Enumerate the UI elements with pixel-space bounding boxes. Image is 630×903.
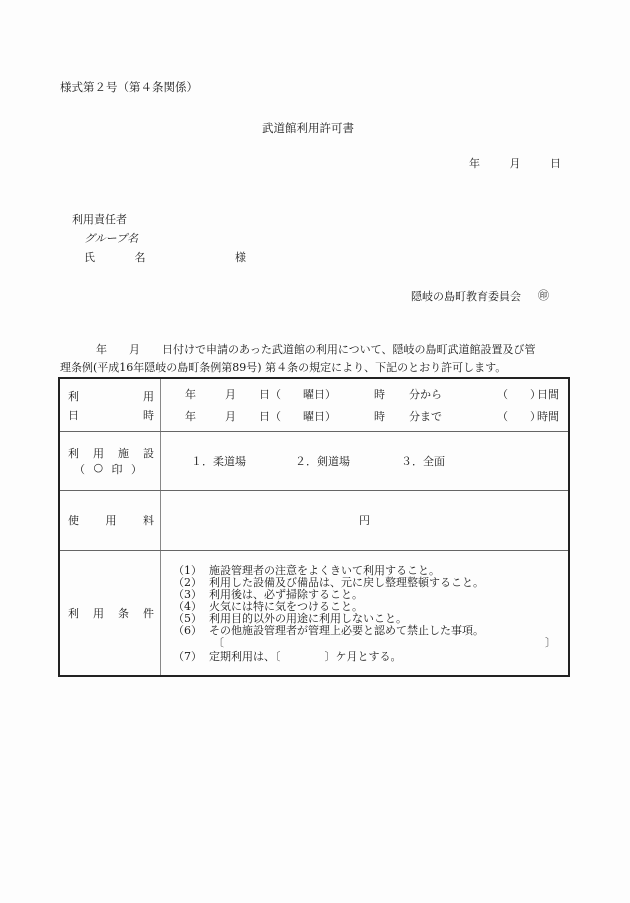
condition-number: （1）	[173, 563, 202, 577]
facility-option-kendo[interactable]: ２．剣道場	[295, 454, 350, 468]
to-duration-field: （ ）	[497, 409, 541, 423]
seal-icon: ㊞	[538, 289, 549, 302]
label-char: 利	[68, 446, 79, 460]
usage-datetime-fields	[161, 378, 570, 431]
label-char: 用	[143, 390, 154, 404]
permission-text-line1: 年 月 日付けで申請のあった武道館の利用について、隠岐の島町武道館設置及び管	[96, 343, 536, 356]
label-char: 利	[68, 606, 79, 620]
label-char: 件	[143, 606, 154, 620]
label-char: 時	[143, 409, 154, 423]
condition-text: 利用した設備及び備品は、元に戻し整理整頓すること。	[209, 575, 484, 589]
to-weekday: 曜日）	[303, 409, 336, 423]
name-label-part1: 氏	[84, 251, 95, 264]
to-hour: 時	[374, 409, 385, 423]
condition-item	[173, 625, 558, 637]
fee-unit: 円	[359, 514, 370, 527]
bracket-open: 〔	[213, 635, 224, 649]
bracket-close: 〕	[545, 635, 556, 649]
to-minute: 分まで	[409, 409, 442, 423]
label-fee	[59, 490, 161, 550]
label-char: 料	[143, 514, 154, 527]
label-char: 印	[111, 462, 123, 476]
fee-field	[161, 490, 570, 550]
condition-number: （2）	[173, 575, 202, 589]
condition-number: （5）	[173, 611, 202, 625]
honorific: 様	[235, 251, 246, 264]
row-conditions	[59, 550, 569, 676]
date-day: 日	[550, 157, 561, 170]
label-char: 日	[68, 409, 79, 423]
group-name-label: グループ名	[84, 232, 139, 245]
permission-text-line2: 理条例(平成16年隠岐の島町条例第89号) 第４条の規定により、下記のとおり許可します。	[60, 361, 507, 374]
from-year: 年	[185, 387, 196, 401]
label-char: ）	[130, 462, 142, 476]
date-year: 年	[469, 157, 480, 170]
condition-number: （6）	[173, 623, 202, 637]
to-duration-unit: 時間	[537, 409, 559, 423]
datetime-from-line	[161, 384, 568, 404]
other-prohibited-field[interactable]	[173, 637, 558, 649]
label-char: 用	[93, 606, 104, 620]
row-fee	[59, 490, 569, 550]
from-weekday: 曜日）	[303, 387, 336, 401]
conditions-list	[161, 550, 570, 676]
label-char: （	[74, 462, 85, 476]
condition-text: 利用後は、必ず掃除すること。	[209, 587, 363, 601]
to-year: 年	[185, 409, 196, 423]
condition-item	[173, 601, 558, 613]
label-conditions	[59, 550, 161, 676]
from-month: 月	[225, 387, 236, 401]
name-label	[84, 249, 146, 265]
label-usage-datetime	[59, 378, 161, 431]
condition-item	[173, 577, 558, 589]
from-minute: 分から	[409, 387, 442, 401]
label-char: 施	[118, 446, 129, 460]
datetime-to-line	[161, 406, 568, 426]
from-day: 日（	[259, 387, 281, 401]
from-duration-field: （ ）	[497, 387, 541, 401]
to-month: 月	[225, 409, 236, 423]
condition-text: 施設管理者の注意をよくきいて利用すること。	[209, 563, 440, 577]
form-number: 様式第２号（第４条関係）	[60, 80, 198, 94]
condition-text: その他施設管理者が管理上必要と認めて禁止した事項。	[209, 623, 484, 637]
condition-item-regular-use	[173, 651, 558, 663]
condition-text: 定期利用は、〔 〕ケ月とする。	[209, 649, 402, 663]
condition-number: （7）	[173, 649, 202, 663]
condition-number: （4）	[173, 599, 202, 613]
to-day: 日（	[259, 409, 281, 423]
circle-mark-icon: ○	[93, 460, 104, 474]
condition-text: 火気には特に気をつけること。	[209, 599, 363, 613]
facility-options	[161, 431, 570, 490]
permission-text	[60, 341, 572, 377]
issuer-name: 隠岐の島町教育委員会	[411, 290, 521, 303]
label-char: 使	[68, 514, 79, 527]
facility-option-judo[interactable]: １．柔道場	[191, 454, 246, 468]
label-char: 設	[143, 446, 154, 460]
label-char: 用	[93, 446, 104, 460]
condition-text: 利用目的以外の用途に利用しないこと。	[209, 611, 407, 625]
responsible-person-label: 利用責任者	[72, 213, 127, 226]
condition-item	[173, 565, 558, 577]
condition-number: （3）	[173, 587, 202, 601]
date-month: 月	[509, 157, 521, 170]
condition-item	[173, 589, 558, 601]
label-char: 用	[105, 514, 117, 527]
condition-item	[173, 613, 558, 625]
row-usage-datetime	[59, 378, 569, 431]
row-facility	[59, 431, 569, 490]
label-facility	[59, 431, 161, 490]
permit-table	[58, 377, 570, 677]
document-title: 武道館利用許可書	[262, 121, 354, 135]
label-char: 利	[68, 390, 79, 404]
from-hour: 時	[374, 387, 385, 401]
facility-option-all[interactable]: ３．全面	[401, 454, 445, 468]
label-char: 条	[118, 606, 129, 620]
from-duration-unit: 日間	[537, 387, 559, 401]
name-label-part2: 名	[134, 251, 146, 264]
issue-date	[469, 155, 561, 171]
